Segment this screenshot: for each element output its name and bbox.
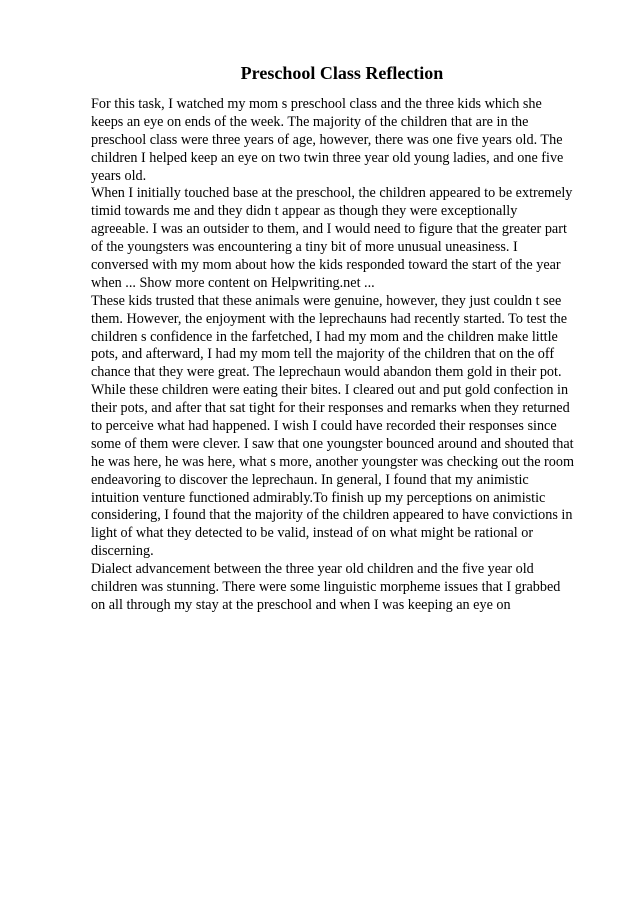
body-line: keeps an eye on ends of the week. The majority of the children that are in the xyxy=(91,113,529,130)
body-line: pots, and afterward, I had my mom tell the majority of the children that on the off xyxy=(91,346,555,363)
body-line: he was here, he was here, what s more, another youngster was checking out the room xyxy=(91,453,575,470)
body-line: their pots, and after that sat tight for their responses and remarks when they returned xyxy=(91,400,570,417)
body-line: them. However, the enjoyment with the leprechauns had recently started. To test the xyxy=(91,310,568,327)
body-line: chance that they were great. The leprechaun would abandon them gold in their pot. xyxy=(91,364,562,381)
body-line: These kids trusted that these animals were genuine, however, they just couldn t see xyxy=(91,292,562,309)
document-title: Preschool Class Reflection xyxy=(240,63,444,83)
body-line: children was stunning. There were some linguistic morpheme issues that I grabbed xyxy=(91,579,561,596)
body-line: of the youngsters was encountering a tiny bit of more unusual uneasiness. I xyxy=(91,239,518,256)
body-line: For this task, I watched my mom s preschool class and the three kids which she xyxy=(91,96,542,112)
body-line: light of what they detected to be valid, instead of on what might be rational or xyxy=(91,525,534,542)
body-line: endeavoring to discover the leprechaun. In general, I found that my animistic xyxy=(91,471,529,488)
body-line: children s confidence in the farfetched, I had my mom and the children make little xyxy=(91,328,558,345)
body-line: to perceive what had happened. I wish I could have recorded their responses since xyxy=(91,418,557,435)
body-line: preschool class were three years of age, however, there was one five years old. The xyxy=(91,131,563,148)
body-line: intuition venture functioned admirably.To finish up my perceptions on animistic xyxy=(91,489,546,506)
body-line: timid towards me and they didn t appear as though they were exceptionally xyxy=(91,203,518,220)
body-line: on all through my stay at the preschool and when I was keeping an eye on xyxy=(91,596,511,613)
document-body xyxy=(91,96,591,615)
body-line: some of them were clever. I saw that one youngster bounced around and shouted that xyxy=(91,435,574,452)
body-line: considering, I found that the majority of the children appeared to have convictions in xyxy=(91,507,573,524)
body-line: discerning. xyxy=(91,543,154,560)
body-line: conversed with my mom about how the kids responded toward the start of the year xyxy=(91,257,561,274)
body-line: agreeable. I was an outsider to them, and I would need to figure that the greater part xyxy=(91,221,567,238)
body-line: children I helped keep an eye on two twin three year old young ladies, and one five xyxy=(91,149,564,166)
body-line: Dialect advancement between the three year old children and the five year old xyxy=(91,561,534,578)
body-line: When I initially touched base at the preschool, the children appeared to be extremely xyxy=(91,185,573,202)
body-line: While these children were eating their bites. I cleared out and put gold confection in xyxy=(91,382,569,399)
body-line: when ... Show more content on Helpwriting.net ... xyxy=(91,274,375,291)
body-line: years old. xyxy=(91,167,147,184)
